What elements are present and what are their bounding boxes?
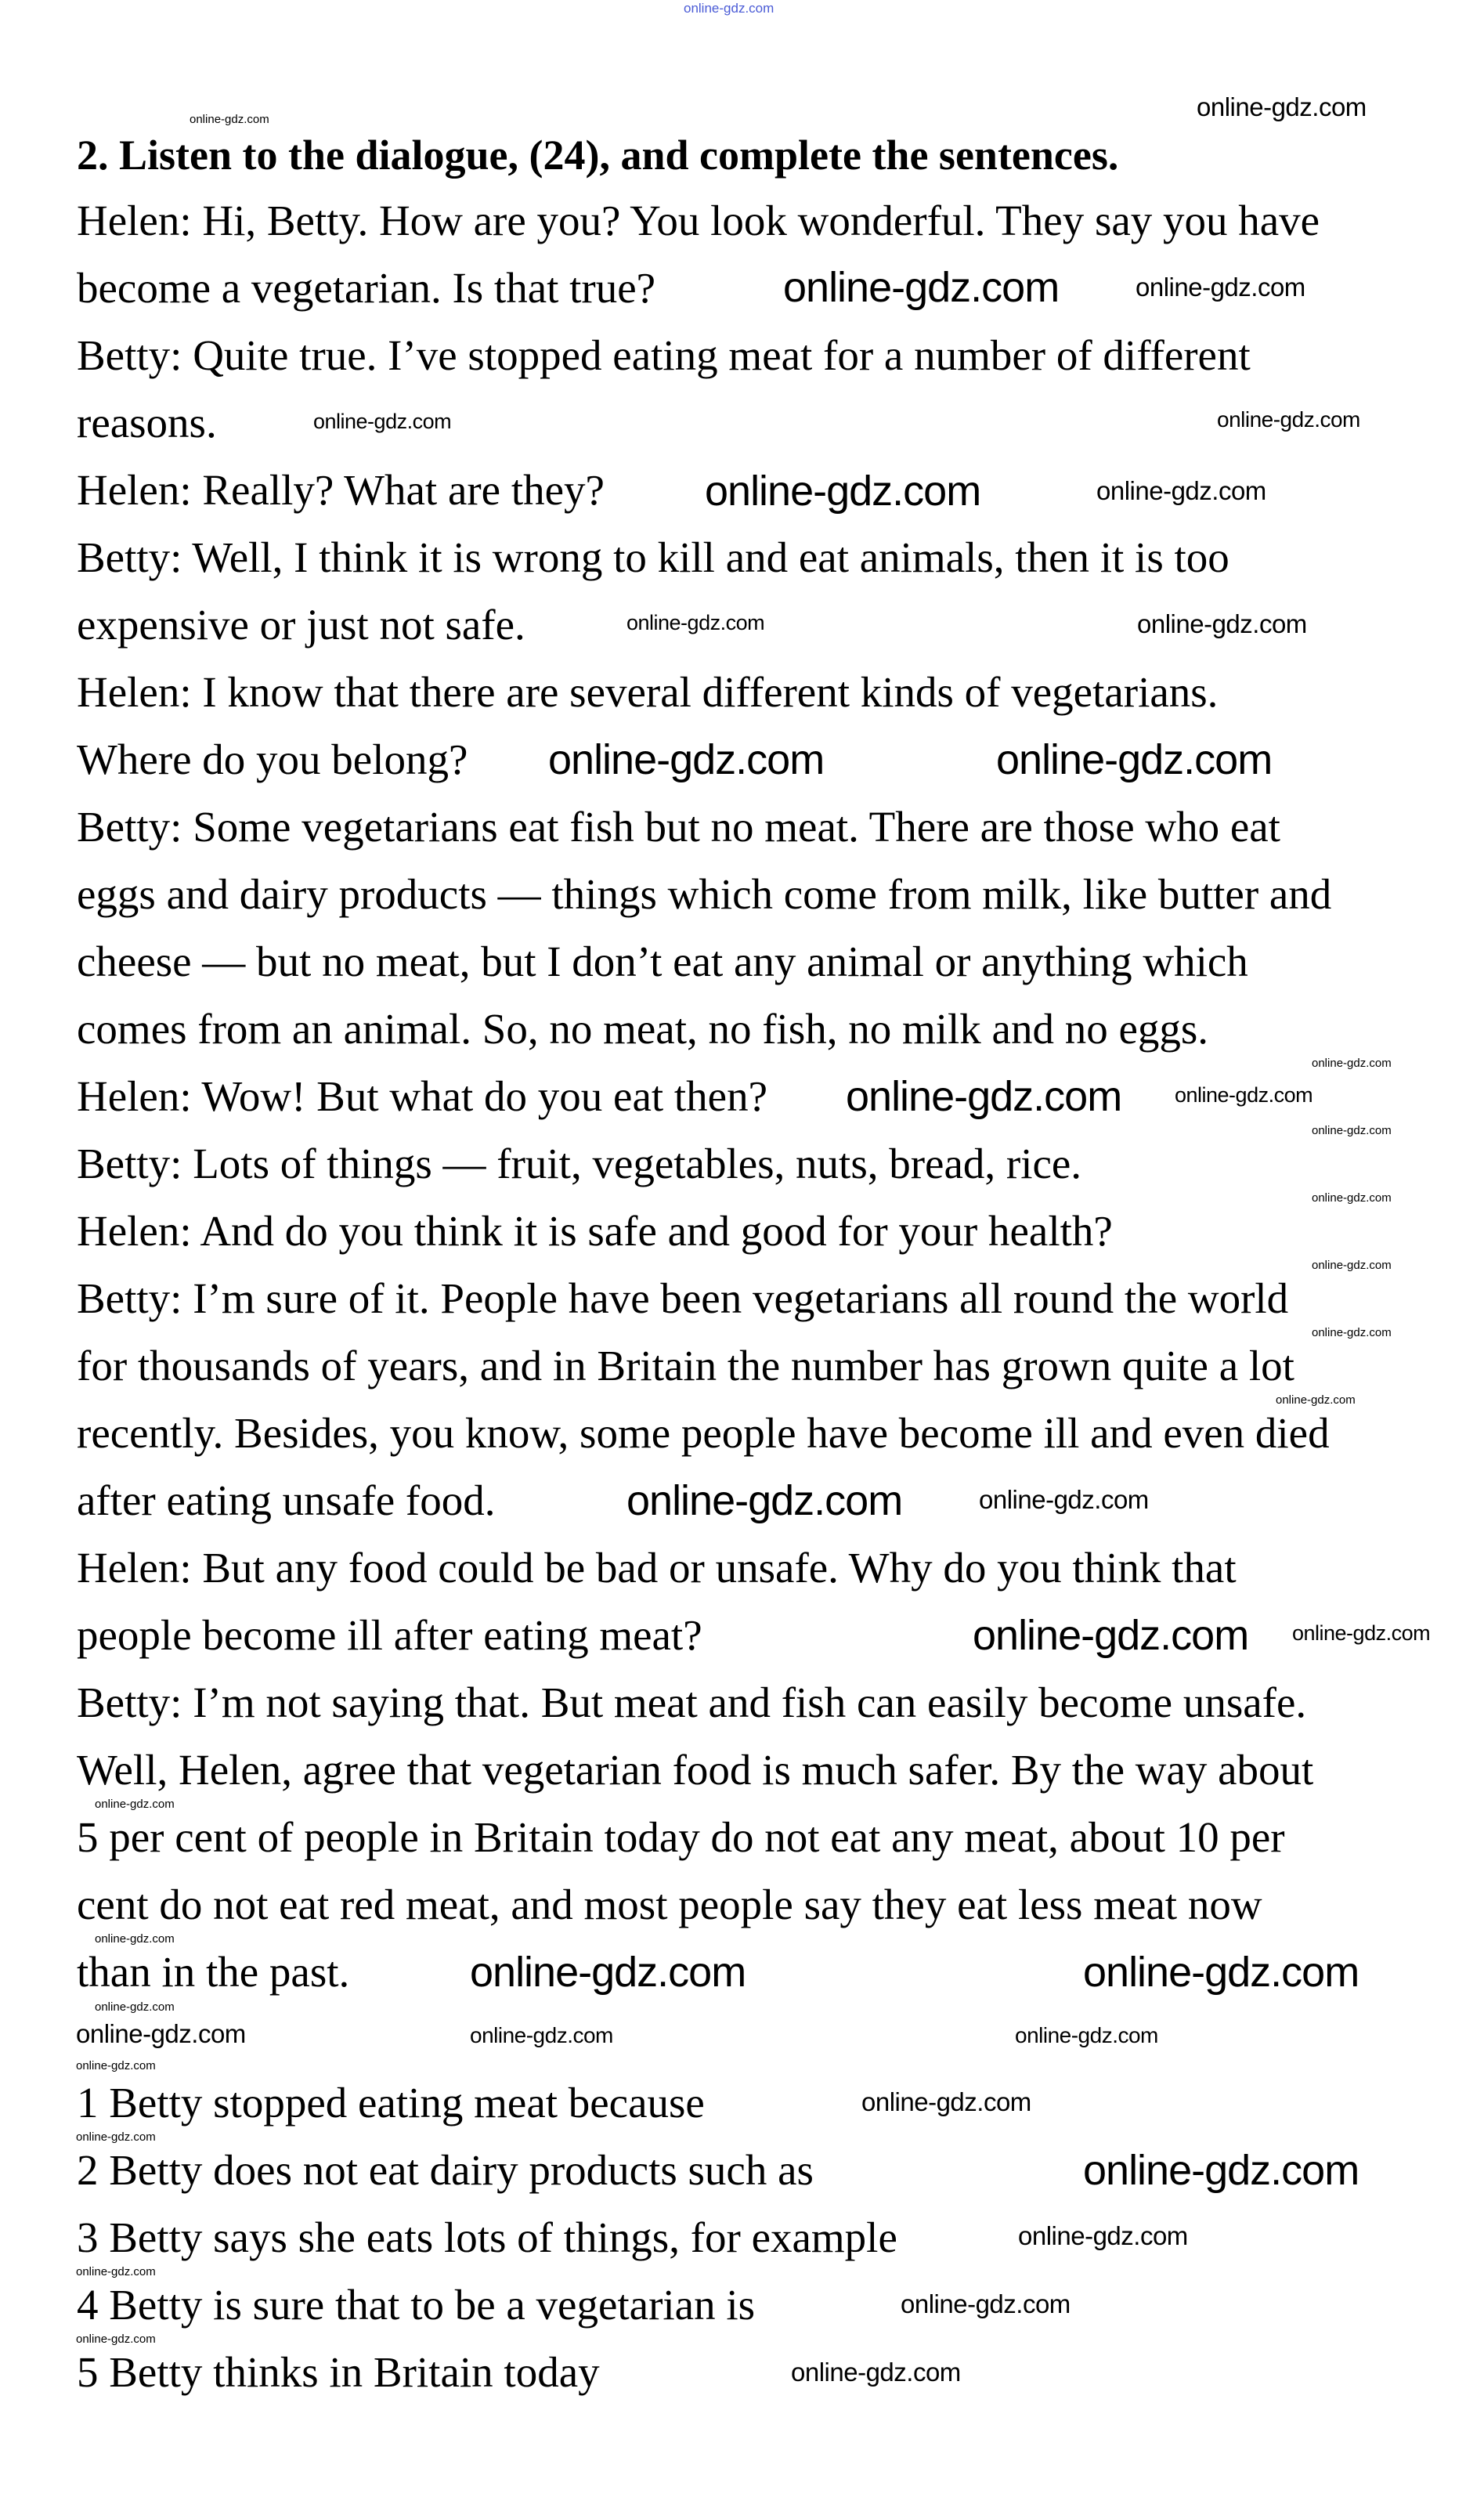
watermark: online-gdz.com xyxy=(1136,273,1305,302)
dialogue-line: for thousands of years, and in Britain the number has grown quite a lot xyxy=(77,1342,1294,1389)
watermark: online-gdz.com xyxy=(1276,1393,1356,1407)
sentence-item: 2 Betty does not eat dairy products such as xyxy=(77,2146,814,2194)
dialogue-line: 5 per cent of people in Britain today do not eat any meat, about 10 per xyxy=(77,1813,1285,1861)
dialogue-line: Helen: Hi, Betty. How are you? You look wonderful. They say you have xyxy=(77,197,1320,244)
dialogue-line: people become ill after eating meat? xyxy=(77,1611,702,1659)
watermark: online-gdz.com xyxy=(470,1949,746,1996)
watermark: online-gdz.com xyxy=(791,2358,961,2387)
watermark: online-gdz.com xyxy=(1018,2221,1188,2250)
dialogue-line: Helen: But any food could be bad or unsafe. Why do you think that xyxy=(77,1544,1237,1592)
watermark: online-gdz.com xyxy=(901,2289,1071,2318)
watermark: online-gdz.com xyxy=(846,1073,1122,1120)
exercise-title: 2. Listen to the dialogue, (24), and complete the sentences. xyxy=(77,132,1119,179)
sentence-item: 3 Betty says she eats lots of things, for example xyxy=(77,2213,897,2261)
sentence-item: 1 Betty stopped eating meat because xyxy=(77,2079,705,2127)
watermark: online-gdz.com xyxy=(1096,476,1266,505)
dialogue-line: Helen: I know that there are several different kinds of vegetarians. xyxy=(77,668,1219,716)
dialogue-line: Betty: I’m sure of it. People have been vegetarians all round the world xyxy=(77,1274,1289,1322)
watermark: online-gdz.com xyxy=(95,1798,175,1811)
dialogue-line: reasons. xyxy=(77,399,217,446)
watermark: online-gdz.com xyxy=(861,2087,1031,2116)
dialogue-line: Betty: Lots of things — fruit, vegetables, nuts, bread, rice. xyxy=(77,1140,1082,1187)
watermark: online-gdz.com xyxy=(684,1,774,16)
dialogue-line: Well, Helen, agree that vegetarian food is much safer. By the way about xyxy=(77,1746,1314,1794)
watermark: online-gdz.com xyxy=(1175,1083,1313,1107)
watermark: online-gdz.com xyxy=(1312,1259,1392,1272)
dialogue-line: Helen: And do you think it is safe and good for your health? xyxy=(77,1207,1113,1255)
dialogue-line: become a vegetarian. Is that true? xyxy=(77,264,656,312)
watermark: online-gdz.com xyxy=(548,736,825,783)
dialogue-line: Betty: Quite true. I’ve stopped eating meat for a number of different xyxy=(77,331,1251,379)
watermark: online-gdz.com xyxy=(705,468,981,515)
watermark: online-gdz.com xyxy=(626,1477,903,1524)
dialogue-line: Helen: Really? What are they? xyxy=(77,466,605,514)
watermark: online-gdz.com xyxy=(95,1932,175,1946)
dialogue-line: recently. Besides, you know, some people have become ill and even died xyxy=(77,1409,1330,1457)
watermark: online-gdz.com xyxy=(76,2059,156,2072)
watermark: online-gdz.com xyxy=(95,2000,175,2014)
dialogue-line: expensive or just not safe. xyxy=(77,601,525,649)
dialogue-line: eggs and dairy products — things which come from milk, like butter and xyxy=(77,870,1332,918)
watermark: online-gdz.com xyxy=(1312,1057,1392,1070)
dialogue-line: cheese — but no meat, but I don’t eat any animal or anything which xyxy=(77,938,1248,985)
dialogue-line: after eating unsafe food. xyxy=(77,1476,496,1524)
dialogue-line: comes from an animal. So, no meat, no fish, no milk and no eggs. xyxy=(77,1005,1209,1053)
watermark: online-gdz.com xyxy=(626,611,765,634)
watermark: online-gdz.com xyxy=(1217,407,1360,432)
watermark: online-gdz.com xyxy=(76,2019,246,2048)
dialogue-line: Betty: Some vegetarians eat fish but no meat. There are those who eat xyxy=(77,803,1280,851)
watermark: online-gdz.com xyxy=(76,2130,156,2144)
watermark: online-gdz.com xyxy=(979,1485,1149,1514)
watermark: online-gdz.com xyxy=(470,2023,613,2047)
watermark: online-gdz.com xyxy=(1015,2023,1158,2047)
watermark: online-gdz.com xyxy=(76,2333,156,2346)
watermark: online-gdz.com xyxy=(313,410,452,433)
watermark: online-gdz.com xyxy=(1292,1621,1431,1645)
watermark: online-gdz.com xyxy=(1197,92,1367,121)
watermark: online-gdz.com xyxy=(76,2265,156,2278)
watermark: online-gdz.com xyxy=(190,113,269,126)
watermark: online-gdz.com xyxy=(1312,1124,1392,1137)
sentence-item: 4 Betty is sure that to be a vegetarian is xyxy=(77,2281,756,2329)
sentence-item: 5 Betty thinks in Britain today xyxy=(77,2348,600,2396)
watermark: online-gdz.com xyxy=(996,736,1273,783)
dialogue-line: than in the past. xyxy=(77,1948,350,1996)
watermark: online-gdz.com xyxy=(1137,609,1307,638)
watermark: online-gdz.com xyxy=(783,264,1060,311)
watermark: online-gdz.com xyxy=(1083,1949,1359,1996)
watermark: online-gdz.com xyxy=(973,1612,1249,1659)
dialogue-line: cent do not eat red meat, and most people say they eat less meat now xyxy=(77,1881,1262,1928)
dialogue-line: Betty: Well, I think it is wrong to kill and eat animals, then it is too xyxy=(77,533,1229,581)
watermark: online-gdz.com xyxy=(1083,2147,1359,2194)
dialogue-line: Betty: I’m not saying that. But meat and fish can easily become unsafe. xyxy=(77,1678,1307,1726)
watermark: online-gdz.com xyxy=(1312,1326,1392,1339)
dialogue-line: Helen: Wow! But what do you eat then? xyxy=(77,1072,767,1120)
dialogue-line: Where do you belong? xyxy=(77,735,468,783)
watermark: online-gdz.com xyxy=(1312,1191,1392,1205)
